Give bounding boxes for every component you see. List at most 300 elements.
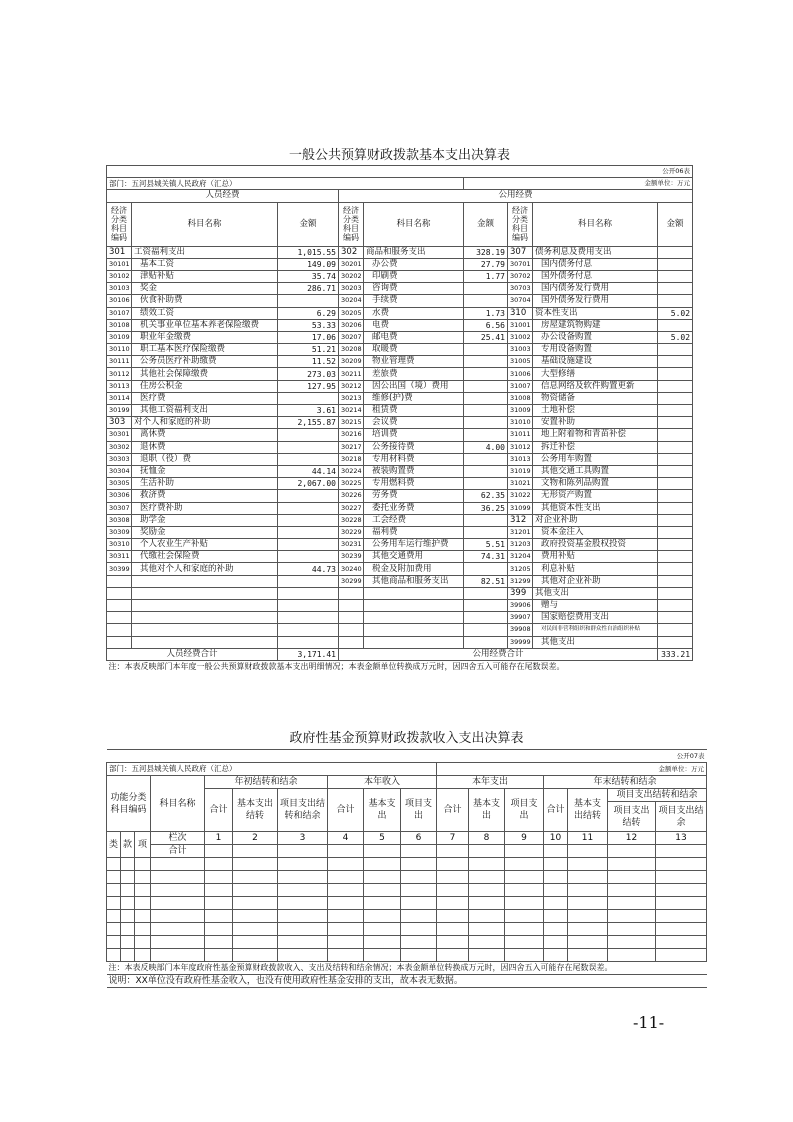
empty-cell <box>469 871 505 884</box>
subject-name-cell: 国外债务发行费用 <box>533 295 658 307</box>
col-project-expense: 项目支出 <box>505 789 544 832</box>
table-row <box>107 392 693 404</box>
empty-cell <box>328 923 364 936</box>
empty-cell <box>151 936 205 949</box>
subject-name-cell: 手续费 <box>364 295 464 307</box>
table2-title: 政府性基金预算财政拨款收入支出决算表 <box>107 729 707 750</box>
total-value-cell <box>364 845 401 858</box>
subject-name-cell: 机关事业单位基本养老保险缴费 <box>132 319 278 331</box>
subject-name-cell: 办公费 <box>364 258 464 270</box>
code-cell: 30218 <box>339 453 364 465</box>
total-row-label: 合计 <box>151 845 205 858</box>
empty-cell <box>364 884 401 897</box>
code-cell: 30702 <box>508 270 533 282</box>
code-cell <box>107 612 132 624</box>
code-cell: 30299 <box>339 575 364 587</box>
subject-name-cell: 被装购置费 <box>364 465 464 477</box>
page-number: -11- <box>633 1013 665 1032</box>
empty-cell <box>568 884 608 897</box>
empty-cell <box>505 871 544 884</box>
empty-cell <box>608 858 656 871</box>
amount-cell: 273.03 <box>278 368 339 380</box>
amount-cell <box>658 587 693 599</box>
amount-cell: 5.02 <box>658 307 693 319</box>
subject-name-cell <box>132 612 278 624</box>
table-row <box>107 897 707 910</box>
subject-name-cell: 房屋建筑物购建 <box>533 319 658 331</box>
empty-cell <box>437 949 469 962</box>
code-cell: 31006 <box>508 368 533 380</box>
section-public: 公用经费 <box>339 190 693 202</box>
code-cell: 30199 <box>107 405 132 417</box>
code-cell: 30311 <box>107 551 132 563</box>
code-cell: 31203 <box>508 539 533 551</box>
amount-cell: 27.79 <box>464 258 508 270</box>
empty-cell <box>401 858 437 871</box>
amount-cell <box>658 392 693 404</box>
code-cell: 31010 <box>508 417 533 429</box>
group-begin: 年初结转和结余 <box>205 776 328 789</box>
amount-cell: 1.77 <box>464 270 508 282</box>
empty-cell <box>233 884 278 897</box>
subject-name-cell: 其他工资福利支出 <box>132 405 278 417</box>
empty-cell <box>107 936 121 949</box>
empty-cell <box>568 858 608 871</box>
personnel-total-label: 人员经费合计 <box>107 648 278 660</box>
amount-cell: 62.35 <box>464 490 508 502</box>
amount-cell: 17.06 <box>278 331 339 343</box>
subject-name-cell: 职业年金缴费 <box>132 331 278 343</box>
empty-cell <box>135 923 151 936</box>
empty-cell <box>656 897 707 910</box>
code-cell: 30206 <box>339 319 364 331</box>
empty-cell <box>401 923 437 936</box>
subject-name-cell: 福利费 <box>364 526 464 538</box>
subject-name-cell: 租赁费 <box>364 405 464 417</box>
public-total-label: 公用经费合计 <box>339 648 658 660</box>
code-cell: 30107 <box>107 307 132 319</box>
header-code: 经济分类科目编码 <box>107 202 132 246</box>
code-cell: 30703 <box>508 283 533 295</box>
code-cell: 30302 <box>107 441 132 453</box>
amount-cell <box>278 636 339 648</box>
code-cell: 303 <box>107 417 132 429</box>
subject-name-cell: 安置补助 <box>533 417 658 429</box>
empty-cell <box>364 949 401 962</box>
amount-cell <box>464 417 508 429</box>
code-cell: 31008 <box>508 392 533 404</box>
amount-cell <box>658 356 693 368</box>
empty-cell <box>233 949 278 962</box>
table-row <box>107 405 693 417</box>
empty-cell <box>107 858 121 871</box>
empty-cell <box>278 897 328 910</box>
code-cell <box>339 612 364 624</box>
col-basic-expense: 基本支出 <box>364 789 401 832</box>
code-cell: 30704 <box>508 295 533 307</box>
empty-cell <box>205 871 233 884</box>
amount-cell: 3.61 <box>278 405 339 417</box>
subject-name-cell: 费用补贴 <box>533 551 658 563</box>
amount-cell <box>464 356 508 368</box>
subject-name-cell: 土地补偿 <box>533 405 658 417</box>
table2-note: 注：本表反映部门本年度政府性基金预算财政拨款收入、支出及结转和结余情况；本表金额单位转换成万元时，因四舍五入可能存在尾数误差。 <box>107 962 707 975</box>
empty-cell <box>107 949 121 962</box>
header-name: 科目名称 <box>533 202 658 246</box>
subject-name-cell: 水费 <box>364 307 464 319</box>
amount-cell: 5.51 <box>464 539 508 551</box>
code-cell: 30301 <box>107 429 132 441</box>
table-row <box>107 295 693 307</box>
empty-cell <box>233 923 278 936</box>
personnel-total: 3,171.41 <box>278 648 339 660</box>
group-expense: 本年支出 <box>437 776 544 789</box>
table2-explain: 说明：XX单位没有政府性基金收入，也没有使用政府性基金安排的支出，故本表无数据。 <box>107 975 707 988</box>
empty-cell <box>278 871 328 884</box>
amount-cell: 4.00 <box>464 441 508 453</box>
empty-cell <box>121 897 135 910</box>
amount-cell <box>464 283 508 295</box>
table-row <box>107 624 693 636</box>
empty-cell <box>364 897 401 910</box>
empty-cell <box>328 897 364 910</box>
amount-cell <box>658 417 693 429</box>
subject-name-cell: 其他商品和服务支出 <box>364 575 464 587</box>
subject-name-cell: 其他支出 <box>533 587 658 599</box>
amount-cell <box>278 600 339 612</box>
column-number: 4 <box>328 832 364 845</box>
subject-name-cell: 助学金 <box>132 514 278 526</box>
code-cell: 30214 <box>339 405 364 417</box>
empty-cell <box>568 871 608 884</box>
amount-cell <box>658 636 693 648</box>
amount-cell <box>464 429 508 441</box>
amount-cell: 82.51 <box>464 575 508 587</box>
empty-cell <box>135 949 151 962</box>
code-cell: 30399 <box>107 563 132 575</box>
empty-cell <box>135 871 151 884</box>
amount-cell <box>464 563 508 575</box>
subject-name-cell: 会议费 <box>364 417 464 429</box>
header-amount: 金额 <box>278 202 339 246</box>
subject-name-cell: 医疗费补助 <box>132 502 278 514</box>
column-number: 10 <box>544 832 568 845</box>
code-cell: 39908 <box>508 624 533 636</box>
amount-cell <box>278 441 339 453</box>
code-cell: 30224 <box>339 465 364 477</box>
empty-cell <box>608 897 656 910</box>
code-cell: 301 <box>107 246 132 258</box>
code-cell: 31012 <box>508 441 533 453</box>
empty-cell <box>205 936 233 949</box>
empty-cell <box>656 949 707 962</box>
subject-name-cell: 无形资产购置 <box>533 490 658 502</box>
empty-cell <box>608 936 656 949</box>
empty-cell <box>135 897 151 910</box>
subject-name-cell: 大型修缮 <box>533 368 658 380</box>
code-cell: 30225 <box>339 478 364 490</box>
amount-cell: 53.33 <box>278 319 339 331</box>
total-value-cell <box>328 845 364 858</box>
empty-cell <box>278 923 328 936</box>
subject-name-cell: 公务员医疗补助缴费 <box>132 356 278 368</box>
subject-name-cell: 债务利息及费用支出 <box>533 246 658 258</box>
amount-cell: 2,155.87 <box>278 417 339 429</box>
subject-name-cell <box>364 587 464 599</box>
empty-cell <box>401 936 437 949</box>
amount-cell <box>658 502 693 514</box>
column-number: 6 <box>401 832 437 845</box>
empty-cell <box>437 936 469 949</box>
amount-cell <box>658 429 693 441</box>
empty-cell <box>437 923 469 936</box>
subject-name-cell: 专用材料费 <box>364 453 464 465</box>
header-amount: 金额 <box>464 202 508 246</box>
amount-cell <box>464 344 508 356</box>
subject-name-cell: 文物和陈列品购置 <box>533 478 658 490</box>
amount-cell <box>464 514 508 526</box>
empty-cell <box>544 858 568 871</box>
empty-cell <box>469 910 505 923</box>
amount-cell <box>658 551 693 563</box>
subject-name-cell: 物业管理费 <box>364 356 464 368</box>
total-value-cell <box>437 845 469 858</box>
subject-name-cell: 离休费 <box>132 429 278 441</box>
empty-cell <box>608 949 656 962</box>
gov-fund-budget-table <box>106 729 707 988</box>
amount-cell <box>464 465 508 477</box>
empty-cell <box>328 910 364 923</box>
amount-cell <box>658 575 693 587</box>
empty-cell <box>107 910 121 923</box>
code-cell: 30308 <box>107 514 132 526</box>
code-cell: 30202 <box>339 270 364 282</box>
code-cell: 302 <box>339 246 364 258</box>
code-cell: 30306 <box>107 490 132 502</box>
subject-name-cell: 奖金 <box>132 283 278 295</box>
table1-note: 注：本表反映部门本年度一般公共预算财政拨款基本支出明细情况；本表金额单位转换成万元时，因四舍五入可能存在尾数误差。 <box>107 660 693 672</box>
table-row <box>107 636 693 648</box>
subject-name-cell <box>132 624 278 636</box>
subject-name-cell: 退休费 <box>132 441 278 453</box>
col-total: 合计 <box>544 789 568 832</box>
empty-cell <box>505 910 544 923</box>
amount-cell <box>658 465 693 477</box>
code-cell <box>107 624 132 636</box>
amount-cell <box>278 295 339 307</box>
subject-name-cell: 赠与 <box>533 600 658 612</box>
amount-cell: 286.71 <box>278 283 339 295</box>
amount-cell <box>464 295 508 307</box>
empty-cell <box>401 884 437 897</box>
amount-cell <box>278 490 339 502</box>
amount-cell <box>464 612 508 624</box>
subject-name-cell: 个人农业生产补贴 <box>132 539 278 551</box>
empty-cell <box>205 897 233 910</box>
amount-cell <box>658 514 693 526</box>
empty-cell <box>121 884 135 897</box>
subject-name-cell: 基本工资 <box>132 258 278 270</box>
empty-cell <box>608 884 656 897</box>
empty-cell <box>278 858 328 871</box>
code-cell: 30101 <box>107 258 132 270</box>
empty-cell <box>544 884 568 897</box>
table-row <box>107 612 693 624</box>
empty-cell <box>608 923 656 936</box>
code-cell: 31003 <box>508 344 533 356</box>
code-cell: 30215 <box>339 417 364 429</box>
empty-cell <box>151 897 205 910</box>
subject-name-header: 科目名称 <box>151 776 205 832</box>
amount-cell <box>464 453 508 465</box>
code-cell: 30307 <box>107 502 132 514</box>
table-row <box>107 478 693 490</box>
totals-row <box>107 648 693 660</box>
empty-cell <box>364 871 401 884</box>
code-cell: 30304 <box>107 465 132 477</box>
subject-name-cell: 税金及附加费用 <box>364 563 464 575</box>
column-number: 8 <box>469 832 505 845</box>
empty-cell <box>205 923 233 936</box>
code-cell: 30205 <box>339 307 364 319</box>
subject-name-cell: 生活补助 <box>132 478 278 490</box>
empty-cell <box>328 871 364 884</box>
empty-cell <box>121 936 135 949</box>
code-cell: 30211 <box>339 368 364 380</box>
amount-cell <box>278 392 339 404</box>
table-row <box>107 884 707 897</box>
code-cell: 31011 <box>508 429 533 441</box>
empty-cell <box>364 858 401 871</box>
table2-form-no: 公开07表 <box>676 752 705 760</box>
subject-name-cell: 基础设施建设 <box>533 356 658 368</box>
empty-cell <box>328 858 364 871</box>
subject-name-cell: 公务用车运行维护费 <box>364 539 464 551</box>
col-total: 合计 <box>328 789 364 832</box>
empty-cell <box>233 936 278 949</box>
code-cell: 30103 <box>107 283 132 295</box>
amount-cell: 2,067.00 <box>278 478 339 490</box>
code-cell <box>107 587 132 599</box>
amount-cell <box>278 429 339 441</box>
empty-cell <box>121 949 135 962</box>
code-cell <box>107 575 132 587</box>
table-row <box>107 307 693 319</box>
amount-cell: 1,015.55 <box>278 246 339 258</box>
subject-name-cell <box>132 600 278 612</box>
table-row <box>107 502 693 514</box>
empty-cell <box>469 897 505 910</box>
subject-name-cell: 印刷费 <box>364 270 464 282</box>
table1-form-no: 公开06表 <box>107 166 693 178</box>
subject-name-cell: 绩效工资 <box>132 307 278 319</box>
total-value-cell <box>656 845 707 858</box>
empty-cell <box>437 910 469 923</box>
subject-name-cell: 津贴补贴 <box>132 270 278 282</box>
code-cell: 31204 <box>508 551 533 563</box>
empty-cell <box>437 884 469 897</box>
code-cell <box>339 624 364 636</box>
lei-header: 类 <box>107 832 121 858</box>
amount-cell: 44.14 <box>278 465 339 477</box>
column-number: 9 <box>505 832 544 845</box>
subject-name-cell: 委托业务费 <box>364 502 464 514</box>
empty-cell <box>364 923 401 936</box>
amount-cell: 1.73 <box>464 307 508 319</box>
subject-name-cell <box>364 600 464 612</box>
amount-cell <box>464 636 508 648</box>
table-row <box>107 923 707 936</box>
kuan-header: 款 <box>121 832 135 858</box>
column-number: 13 <box>656 832 707 845</box>
empty-cell <box>505 923 544 936</box>
code-cell: 30109 <box>107 331 132 343</box>
empty-cell <box>233 897 278 910</box>
amount-cell <box>658 441 693 453</box>
table-row <box>107 949 707 962</box>
empty-cell <box>401 897 437 910</box>
code-cell: 30102 <box>107 270 132 282</box>
amount-cell <box>658 624 693 636</box>
table-row <box>107 417 693 429</box>
empty-cell <box>469 858 505 871</box>
code-cell: 307 <box>508 246 533 258</box>
subject-name-cell: 其他支出 <box>533 636 658 648</box>
table-row <box>107 441 693 453</box>
subject-name-cell: 邮电费 <box>364 331 464 343</box>
subject-name-cell: 其他交通工具购置 <box>533 465 658 477</box>
empty-cell <box>205 949 233 962</box>
header-amount: 金额 <box>658 202 693 246</box>
amount-cell: 44.73 <box>278 563 339 575</box>
subject-name-cell: 物资储备 <box>533 392 658 404</box>
empty-cell <box>656 936 707 949</box>
subject-name-cell: 电费 <box>364 319 464 331</box>
amount-cell: 51.21 <box>278 344 339 356</box>
amount-cell <box>464 587 508 599</box>
column-number: 2 <box>233 832 278 845</box>
subject-name-cell: 伙食补助费 <box>132 295 278 307</box>
code-cell: 31013 <box>508 453 533 465</box>
empty-cell <box>364 936 401 949</box>
empty-cell <box>151 949 205 962</box>
amount-cell <box>464 624 508 636</box>
subject-name-cell: 其他对个人和家庭的补助 <box>132 563 278 575</box>
code-cell: 30106 <box>107 295 132 307</box>
empty-cell <box>505 884 544 897</box>
amount-cell <box>658 405 693 417</box>
subject-name-cell <box>132 636 278 648</box>
empty-cell <box>278 910 328 923</box>
table-row <box>107 490 693 502</box>
amount-cell <box>658 563 693 575</box>
amount-cell <box>658 539 693 551</box>
empty-cell <box>121 871 135 884</box>
subject-name-cell: 劳务费 <box>364 490 464 502</box>
amount-cell: 25.41 <box>464 331 508 343</box>
code-cell: 39999 <box>508 636 533 648</box>
code-cell: 310 <box>508 307 533 319</box>
header-name: 科目名称 <box>132 202 278 246</box>
empty-cell <box>608 871 656 884</box>
empty-cell <box>544 936 568 949</box>
code-cell: 30240 <box>339 563 364 575</box>
func-code-header: 功能分类科目编码 <box>107 776 151 832</box>
amount-cell <box>278 612 339 624</box>
table-row <box>107 258 693 270</box>
amount-cell <box>278 526 339 538</box>
total-value-cell <box>505 845 544 858</box>
